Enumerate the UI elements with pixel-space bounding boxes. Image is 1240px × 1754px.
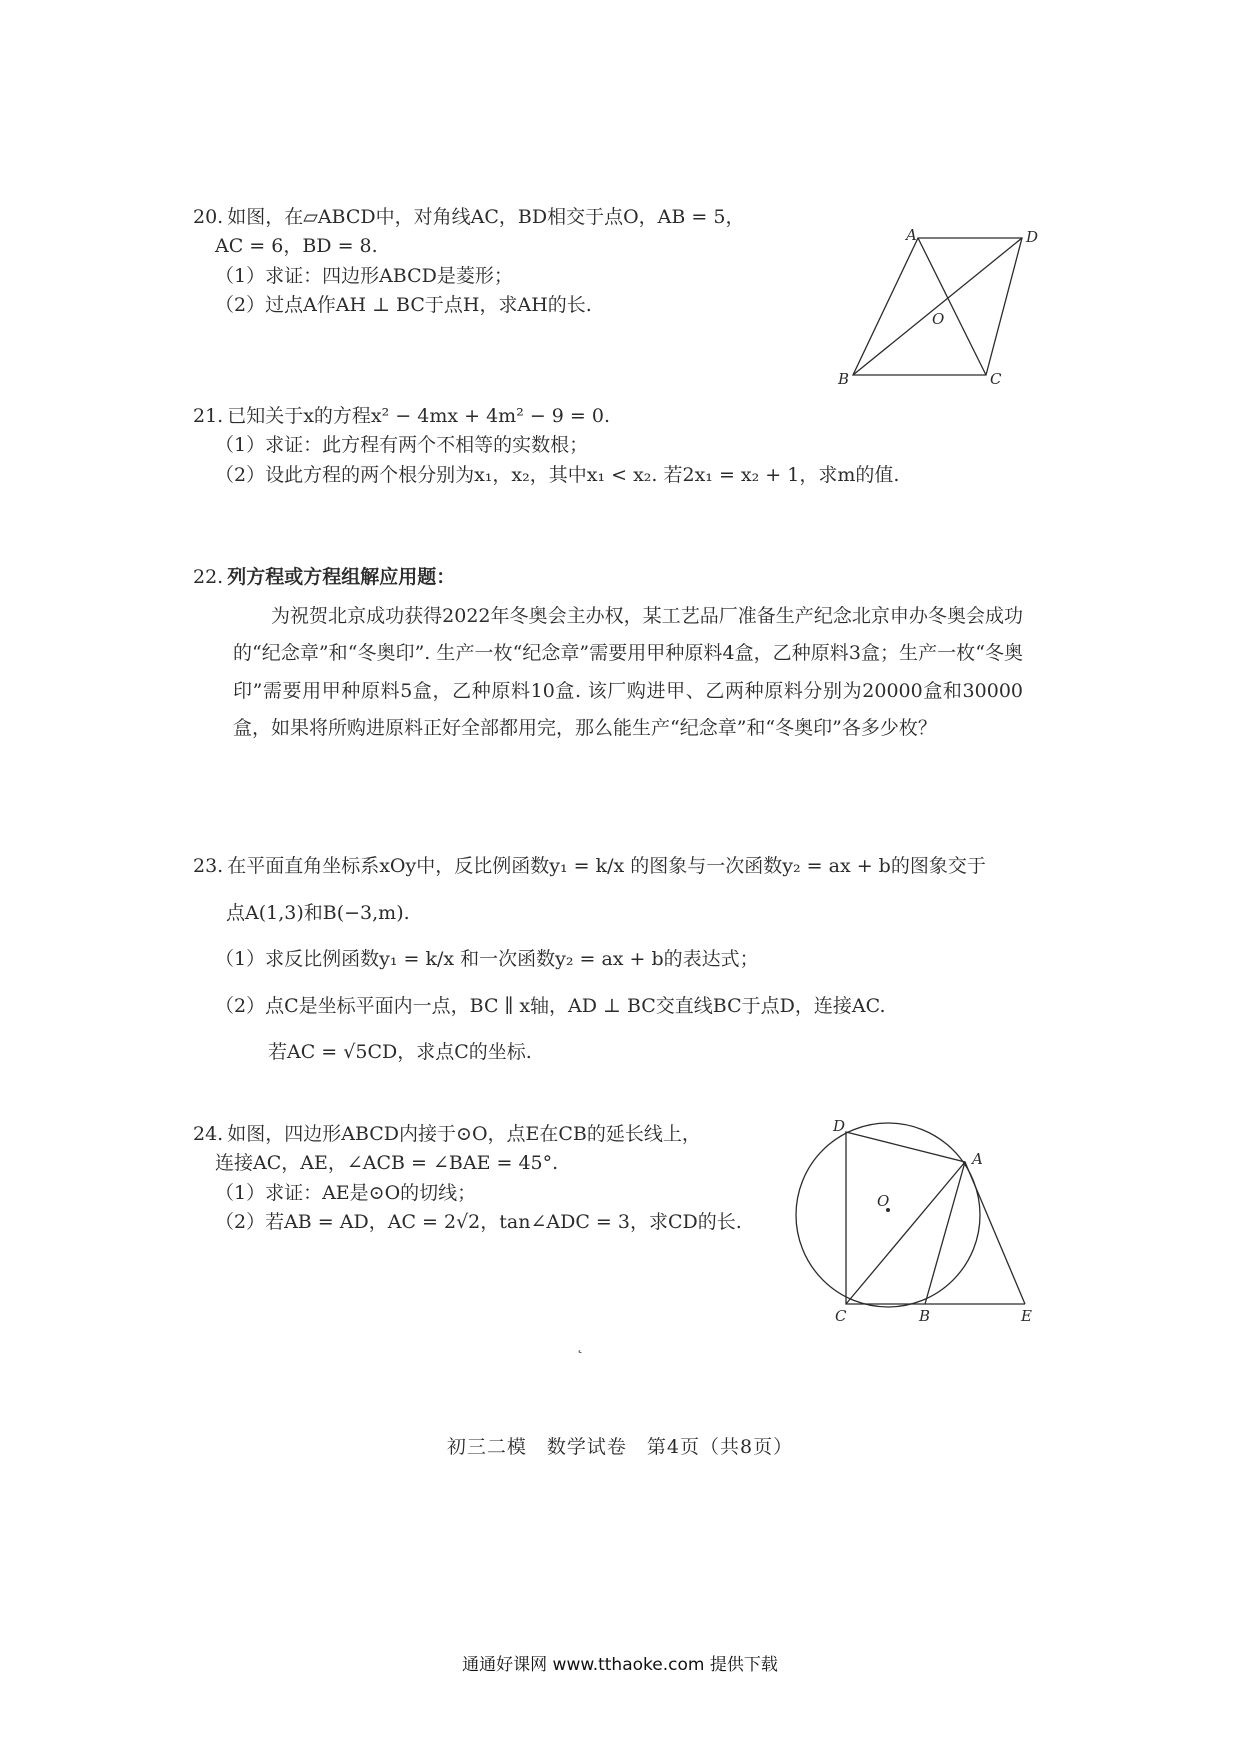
segment-ac — [846, 1162, 965, 1304]
question-21-number: 21. — [193, 405, 224, 427]
question-23-number: 23. — [193, 855, 224, 877]
question-21-stem-line — [193, 402, 899, 431]
question-24-number: 24. — [193, 1123, 224, 1145]
circle-o — [796, 1123, 980, 1307]
question-23-part-2: （2）点C是坐标平面内一点，BC ∥ x轴，AD ⊥ BC交直线BC于点D，连接AC. — [215, 994, 886, 1017]
quadrilateral-abcd — [846, 1132, 965, 1304]
question-24-stem-line-2: 连接AC，AE，∠ACB = ∠BAE = 45°. — [215, 1152, 559, 1175]
vertex-label-d: D — [833, 1117, 846, 1135]
segment-ae — [965, 1162, 1025, 1304]
question-20 — [193, 203, 744, 321]
center-label-o: O — [877, 1192, 890, 1210]
question-24-stem: 如图，四边形ABCD内接于⊙O，点E在CB的延长线上， — [227, 1123, 701, 1145]
question-24-figure — [785, 1112, 1050, 1327]
question-22-heading: 列方程或方程组解应用题： — [227, 566, 456, 588]
question-20-stem-line-2: AC = 6，BD = 8. — [215, 235, 378, 258]
vertex-label-a: A — [906, 228, 917, 244]
download-note: 通通好课网 www.tthaoke.com 提供下载 — [462, 1655, 778, 1675]
question-20-stem: 如图，在▱ABCD中，对角线AC，BD相交于点O，AB = 5， — [227, 206, 745, 228]
question-20-part-1: （1）求证：四边形ABCD是菱形； — [215, 264, 513, 287]
question-23-stem-line-1 — [193, 843, 986, 890]
question-21-part-1: （1）求证：此方程有两个不相等的实数根； — [215, 434, 589, 457]
circle-diagram — [785, 1112, 1050, 1327]
question-22-paragraph: 为祝贺北京成功获得2022年冬奥会主办权，某工艺品厂准备生产纪念北京申办冬奥会成功的“纪念章”和“冬奥印”. 生产一枚“纪念章”需要用甲种原料4盒，乙种原料3盒；生产一枚“冬奥印”需要用甲种原料5盒，乙种原料10盒. 该厂购进甲、乙两种原料分别为20000盒和30000盒，如果将所购进原料正好全部都用完，那么能生产“纪念章”和“冬奥印”各多少枚？ — [233, 605, 1023, 739]
question-20-stem-line-1 — [193, 203, 744, 232]
vertex-label-c: C — [990, 370, 1002, 388]
page-footer: 初三二模 数学试卷 第4页（共8页） — [446, 1436, 794, 1458]
question-20-number: 20. — [193, 206, 224, 228]
vertex-label-b: B — [838, 370, 850, 388]
question-24-stem-line-1 — [193, 1120, 742, 1149]
question-22-heading-line — [193, 563, 1023, 592]
question-21 — [193, 402, 899, 490]
question-24-part-1: （1）求证：AE是⊙O的切线； — [215, 1181, 477, 1204]
vertex-label-d: D — [1026, 228, 1039, 246]
vertex-label-c: C — [835, 1307, 847, 1325]
vertex-label-b: B — [919, 1307, 931, 1325]
question-23-stem-line-2: 点A(1,3)和B(−3,m). — [226, 901, 410, 924]
vertex-label-a: A — [972, 1150, 983, 1168]
question-22-number: 22. — [193, 566, 224, 588]
question-20-part-2: （2）过点A作AH ⊥ BC于点H，求AH的长. — [215, 294, 592, 317]
question-23-part-2-cont: 若AC = √5CD，求点C的坐标. — [268, 1041, 532, 1064]
vertex-label-e: E — [1021, 1307, 1032, 1325]
question-22 — [193, 563, 1023, 747]
rhombus-diagram — [820, 228, 1050, 388]
question-20-figure — [820, 228, 1050, 388]
question-24-part-2: （2）若AB = AD，AC = 2√2，tan∠ADC = 3，求CD的长. — [215, 1211, 742, 1234]
question-23 — [193, 843, 986, 1076]
question-24 — [193, 1120, 742, 1238]
question-21-stem: 已知关于x的方程x² − 4mx + 4m² − 9 = 0. — [227, 405, 611, 427]
question-23-part-1: （1）求反比例函数y₁ = k/x 和一次函数y₂ = ax + b的表达式； — [215, 948, 759, 971]
center-label-o: O — [932, 310, 945, 328]
question-21-part-2: （2）设此方程的两个根分别为x₁，x₂，其中x₁ < x₂. 若2x₁ = x₂ + 1，求m的值. — [215, 463, 900, 486]
diagonal-bd — [853, 238, 1022, 375]
question-23-stem: 在平面直角坐标系xOy中，反比例函数y₁ = k/x 的图象与一次函数y₂ = ax + b的图象交于 — [227, 855, 986, 877]
stray-mark: ˛ — [576, 1335, 584, 1354]
diagonal-ac — [918, 238, 986, 375]
